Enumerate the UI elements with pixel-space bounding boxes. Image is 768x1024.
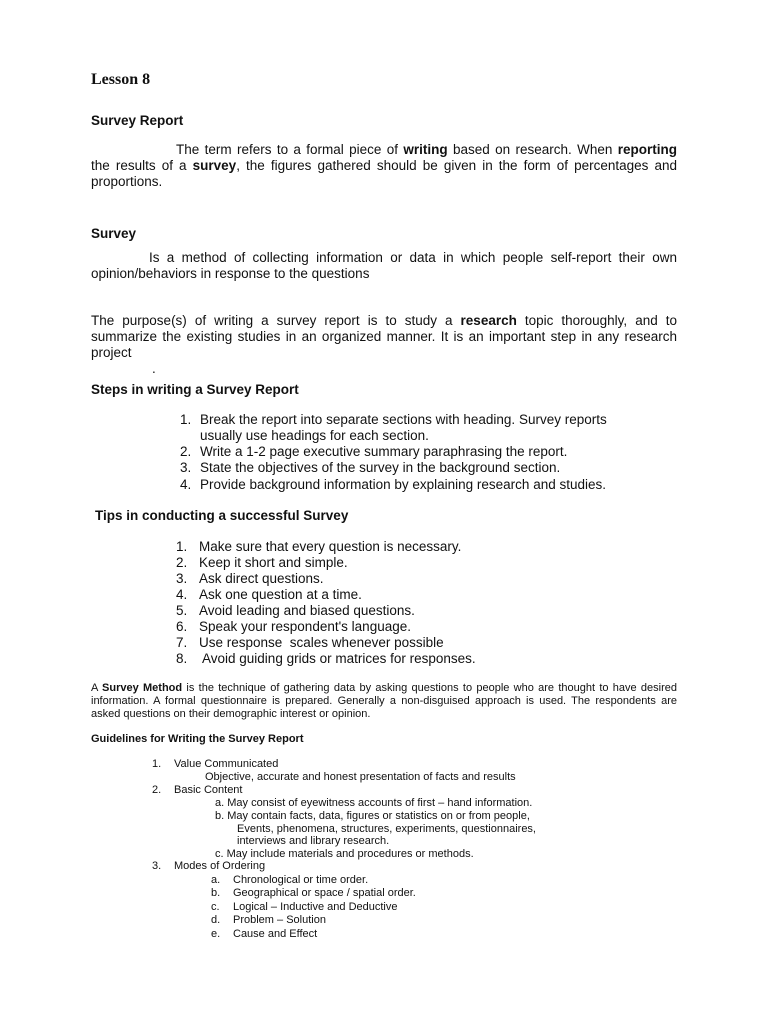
ordering-item-c-letter: c. (211, 901, 220, 913)
ordering-item-d: Problem – Solution (233, 914, 326, 926)
bold-writing: writing (403, 142, 448, 157)
guideline-2-b-cont1: Events, phenomena, structures, experiments, questionnaires, (237, 823, 536, 835)
guideline-2-c: c. May include materials and procedures or methods. (215, 848, 474, 860)
bold-survey: survey (192, 158, 237, 173)
stray-dot: . (152, 361, 156, 376)
guideline-2-b-cont2: interviews and library research. (237, 835, 390, 847)
guideline-2-title: Basic Content (174, 784, 243, 796)
guideline-3-title: Modes of Ordering (174, 860, 266, 872)
guideline-3-num: 3. (152, 860, 162, 872)
survey-method-paragraph: A Survey Method is the technique of gathering data by asking questions to people who are thought to have desired information. A formal questionnaire is prepared. Generally a non-disguised approach is used. The respondents are asked questions on their demographic interest or opinion. (91, 682, 677, 720)
steps-heading: Steps in writing a Survey Report (91, 382, 299, 397)
bold-survey-method: Survey Method (102, 682, 183, 694)
guideline-2-a: a. May consist of eyewitness accounts of first – hand information. (215, 797, 533, 809)
tips-heading: Tips in conducting a successful Survey (95, 508, 349, 523)
guideline-1-text: Objective, accurate and honest presentation of facts and results (205, 771, 516, 783)
survey-heading: Survey (91, 226, 137, 241)
ordering-item-a-letter: a. (211, 874, 221, 886)
ordering-item-b: Geographical or space / spatial order. (233, 887, 416, 899)
ordering-item-e: Cause and Effect (233, 928, 318, 940)
guideline-2-num: 2. (152, 784, 162, 796)
ordering-item-e-letter: e. (211, 928, 221, 940)
guideline-1-title: Value Communicated (174, 758, 279, 770)
bold-reporting: reporting (617, 142, 677, 157)
guideline-2-b: b. May contain facts, data, figures or statistics on or from people, (215, 810, 530, 822)
bold-research: research (460, 313, 517, 328)
survey-definition: Is a method of collecting information or data in which people self-report their own opinion/behaviors in response to the questions (91, 250, 677, 281)
ordering-item-c: Logical – Inductive and Deductive (233, 901, 398, 913)
ordering-item-a: Chronological or time order. (233, 874, 369, 886)
guideline-1-num: 1. (152, 758, 162, 770)
ordering-item-d-letter: d. (211, 914, 221, 926)
purpose-paragraph: The purpose(s) of writing a survey report is to study a research topic thoroughly, and to summarize the existing studies in an organized manner. It is an important step in any research project (91, 313, 677, 360)
survey-report-heading: Survey Report (91, 113, 184, 128)
ordering-item-b-letter: b. (211, 887, 221, 899)
survey-report-paragraph: The term refers to a formal piece of writing based on research. When reporting the results of a survey, the figures gathered should be given in the form of percentages and proportions. (91, 142, 677, 189)
lesson-title: Lesson 8 (91, 71, 151, 88)
guidelines-heading: Guidelines for Writing the Survey Report (91, 733, 304, 745)
